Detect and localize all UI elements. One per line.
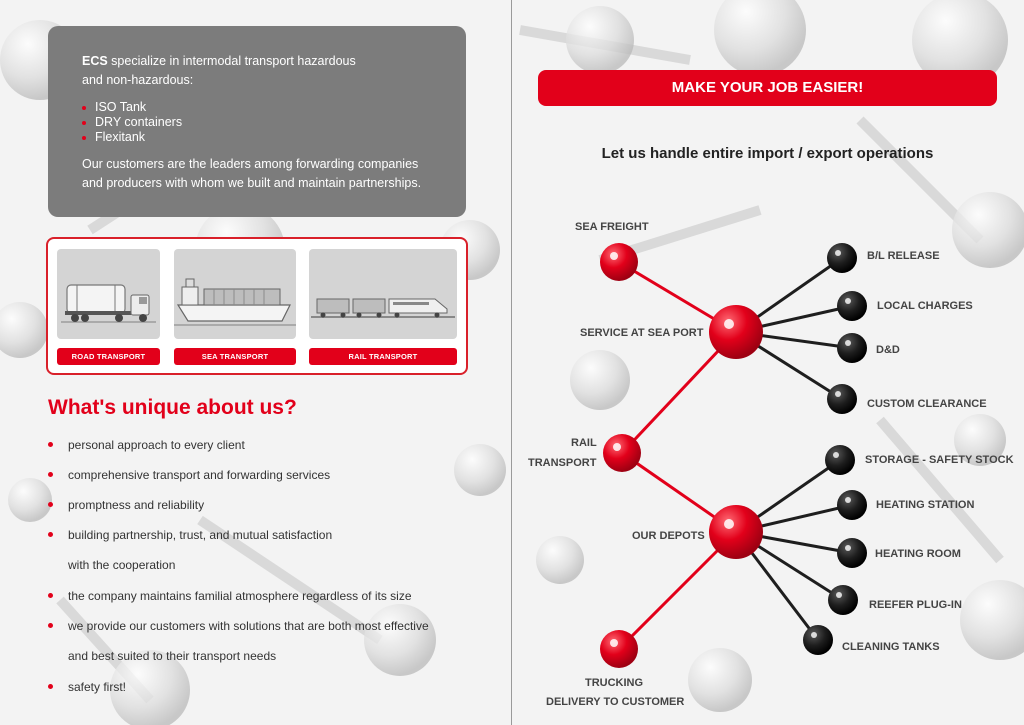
rail-transport-card: [309, 249, 457, 365]
heating-station-label: HEATING STATION: [876, 499, 975, 511]
freight-train-icon: [309, 249, 457, 339]
unique-item: personal approach to every client: [48, 438, 245, 452]
rail-node: [603, 434, 641, 472]
dd-label: D&D: [876, 344, 900, 356]
bullet-icon: [48, 684, 53, 689]
port-service-node: [827, 243, 857, 273]
trucking-label: TRUCKING: [585, 677, 644, 689]
unique-heading: What's unique about us?: [48, 396, 297, 419]
bullet-icon: [48, 472, 53, 477]
transport-label: TRANSPORT: [528, 457, 597, 469]
cleaning-tanks-label: CLEANING TANKS: [842, 641, 940, 653]
intro-panel: [48, 26, 466, 217]
cargo-type-item: Flexitank: [82, 130, 436, 145]
depots-node: [709, 505, 763, 559]
intro-paragraph: Our customers are the leaders among forwarding companies and producers with whom we built and maintain partnerships.: [82, 157, 422, 190]
road-transport-label: ROAD TRANSPORT: [57, 348, 160, 365]
bullet-icon: [48, 623, 53, 628]
depot-service-node: [828, 585, 858, 615]
bullet-icon: [48, 532, 53, 537]
rail-transport-label: RAIL TRANSPORT: [309, 348, 457, 365]
depot-service-node: [825, 445, 855, 475]
cargo-type-list: [82, 100, 436, 145]
make-job-easier-banner: MAKE YOUR JOB EASIER!: [538, 70, 997, 106]
sea-freight-label: SEA FREIGHT: [575, 221, 649, 233]
depot-service-node: [837, 538, 867, 568]
local-charges-label: LOCAL CHARGES: [877, 300, 973, 312]
cargo-type-item: DRY containers: [82, 115, 436, 130]
bl-release-label: B/L RELEASE: [867, 250, 940, 262]
our-depots-label: OUR DEPOTS: [632, 530, 705, 542]
rail-label: RAIL: [571, 437, 597, 449]
storage-safety-stock-label: STORAGE - SAFETY STOCK: [865, 454, 1014, 466]
port-service-node: [837, 333, 867, 363]
unique-item-continuation: and best suited to their transport needs: [68, 649, 277, 663]
unique-item: promptness and reliability: [48, 498, 204, 512]
sea-transport-label: SEA TRANSPORT: [174, 348, 296, 365]
bullet-icon: [48, 593, 53, 598]
unique-item: the company maintains familial atmosphere regardless of its size: [48, 589, 412, 603]
container-ship-icon: [174, 249, 296, 339]
trucking-node: [600, 630, 638, 668]
port-service-node: [837, 291, 867, 321]
unique-item: we provide our customers with solutions that are both most effective: [48, 619, 429, 633]
bullet-icon: [48, 502, 53, 507]
sea-freight-node: [600, 243, 638, 281]
sea-transport-card: [174, 249, 296, 365]
service-at-sea-port-label: SERVICE AT SEA PORT: [580, 327, 704, 339]
bullet-icon: [48, 442, 53, 447]
transport-modes-box: [46, 237, 468, 375]
delivery-to-customer-label: DELIVERY TO CUSTOMER: [546, 696, 685, 708]
depot-service-node: [837, 490, 867, 520]
custom-clearance-label: CUSTOM CLEARANCE: [867, 398, 987, 410]
port-service-node: [827, 384, 857, 414]
unique-item-continuation: with the cooperation: [68, 558, 176, 572]
operations-subtitle: Let us handle entire import / export operations: [601, 145, 934, 162]
sea-port-node: [709, 305, 763, 359]
reefer-plug-in-label: REEFER PLUG-IN: [869, 599, 962, 611]
unique-item: building partnership, trust, and mutual satisfaction: [48, 528, 332, 542]
tank-truck-icon: [57, 249, 160, 339]
depot-service-node: [803, 625, 833, 655]
cargo-type-item: ISO Tank: [82, 100, 436, 115]
unique-item: safety first!: [48, 680, 126, 694]
heating-room-label: HEATING ROOM: [875, 548, 961, 560]
road-transport-card: [57, 249, 160, 365]
intro-lead: ECS specialize in intermodal transport hazardous and non-hazardous:: [82, 54, 356, 87]
unique-item: comprehensive transport and forwarding services: [48, 468, 330, 482]
